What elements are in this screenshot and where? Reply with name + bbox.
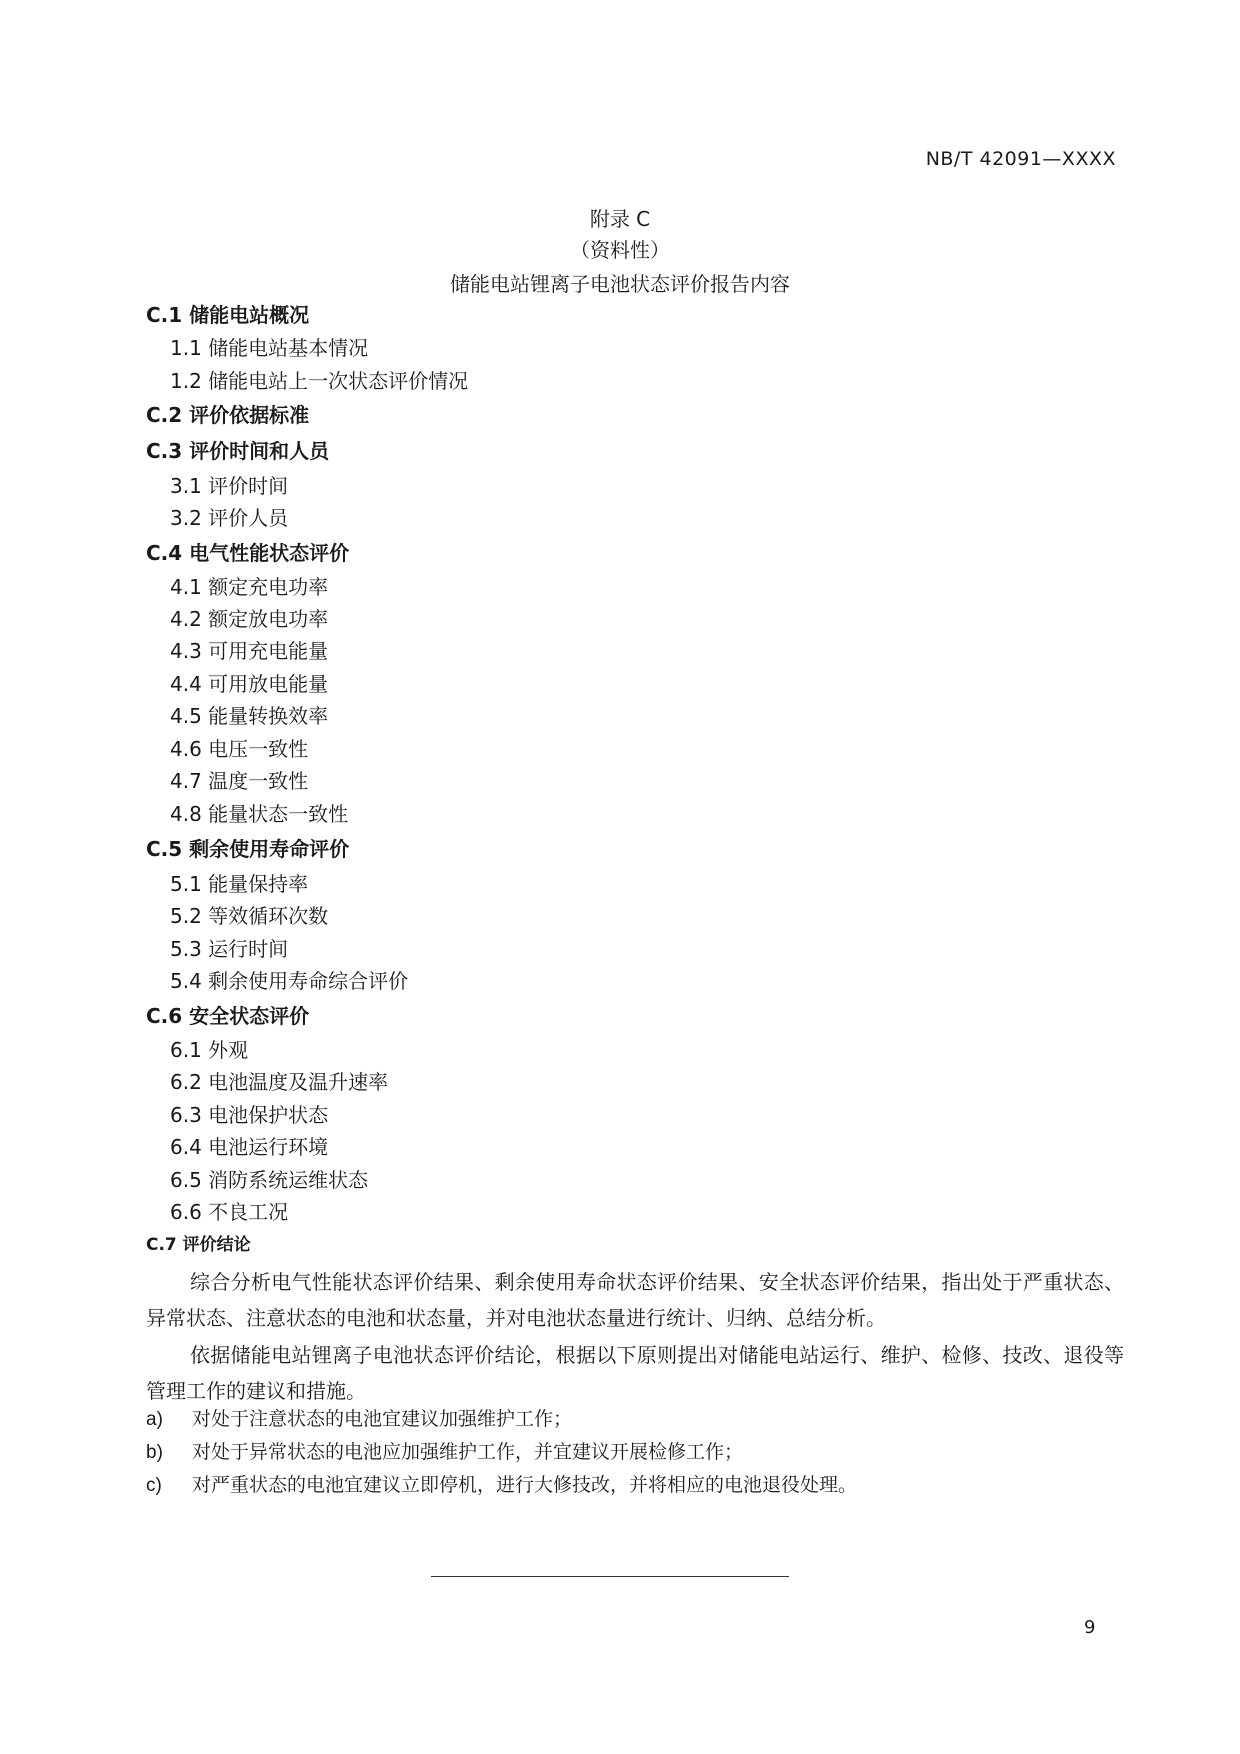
appendix-nature: （资料性） (570, 238, 670, 262)
subsection-item: 4.1 额定充电功率 (170, 575, 329, 599)
list-item (146, 1470, 857, 1497)
subsection-item: 4.6 电压一致性 (170, 737, 309, 761)
subsection-item: 5.4 剩余使用寿命综合评价 (170, 969, 409, 993)
list-marker: a) (146, 1409, 163, 1430)
subsection-item: 4.8 能量状态一致性 (170, 802, 349, 826)
section-heading-c4: C.4 电气性能状态评价 (146, 541, 350, 565)
section-heading-c5: C.5 剩余使用寿命评价 (146, 837, 350, 861)
subsection-item: 5.1 能量保持率 (170, 872, 309, 896)
subsection-item: 4.3 可用充电能量 (170, 639, 329, 663)
appendix-label: 附录 C (589, 207, 651, 231)
page-number: 9 (1084, 1617, 1096, 1638)
subsection-item: 6.6 不良工况 (170, 1200, 289, 1224)
list-item-text: 对处于异常状态的电池应加强维护工作，并宜建议开展检修工作； (192, 1441, 744, 1463)
subsection-item: 6.2 电池温度及温升速率 (170, 1070, 389, 1094)
subsection-item: 3.1 评价时间 (170, 474, 289, 498)
section-heading-c7: C.7 评价结论 (146, 1235, 251, 1255)
subsection-item: 1.1 储能电站基本情况 (170, 336, 369, 360)
list-marker: c) (146, 1475, 162, 1496)
appendix-title: 储能电站锂离子电池状态评价报告内容 (450, 272, 790, 296)
subsection-item: 6.3 电池保护状态 (170, 1103, 329, 1127)
subsection-item: 4.4 可用放电能量 (170, 672, 329, 696)
section-heading-c1: C.1 储能电站概况 (146, 303, 310, 327)
subsection-item: 3.2 评价人员 (170, 506, 289, 530)
conclusion-paragraph: 综合分析电气性能状态评价结果、剩余使用寿命状态评价结果、安全状态评价结果，指出处于严重状态、异常状态、注意状态的电池和状态量，并对电池状态量进行统计、归纳、总结分析。 (146, 1270, 1124, 1330)
list-item-text: 对严重状态的电池宜建议立即停机，进行大修技改，并将相应的电池退役处理。 (192, 1474, 858, 1496)
subsection-item: 4.2 额定放电功率 (170, 607, 329, 631)
subsection-item: 1.2 储能电站上一次状态评价情况 (170, 369, 469, 393)
section-heading-c3: C.3 评价时间和人员 (146, 439, 330, 463)
section-heading-c2: C.2 评价依据标准 (146, 403, 310, 427)
subsection-item: 4.7 温度一致性 (170, 769, 309, 793)
subsection-item: 4.5 能量转换效率 (170, 704, 329, 728)
document-code: NB/T 42091—XXXX (925, 148, 1116, 170)
subsection-item: 6.5 消防系统运维状态 (170, 1168, 369, 1192)
list-item (146, 1437, 743, 1464)
list-item (146, 1404, 572, 1431)
subsection-item: 5.3 运行时间 (170, 937, 289, 961)
subsection-item: 6.4 电池运行环境 (170, 1135, 329, 1159)
section-heading-c6: C.6 安全状态评价 (146, 1004, 310, 1028)
list-item-text: 对处于注意状态的电池宜建议加强维护工作； (192, 1408, 573, 1430)
list-marker: b) (146, 1442, 163, 1463)
conclusion-paragraph: 依据储能电站锂离子电池状态评价结论，根据以下原则提出对储能电站运行、维护、检修、技改、退役等管理工作的建议和措施。 (146, 1343, 1124, 1403)
end-of-document-rule (431, 1576, 789, 1577)
subsection-item: 6.1 外观 (170, 1038, 249, 1062)
subsection-item: 5.2 等效循环次数 (170, 904, 329, 928)
